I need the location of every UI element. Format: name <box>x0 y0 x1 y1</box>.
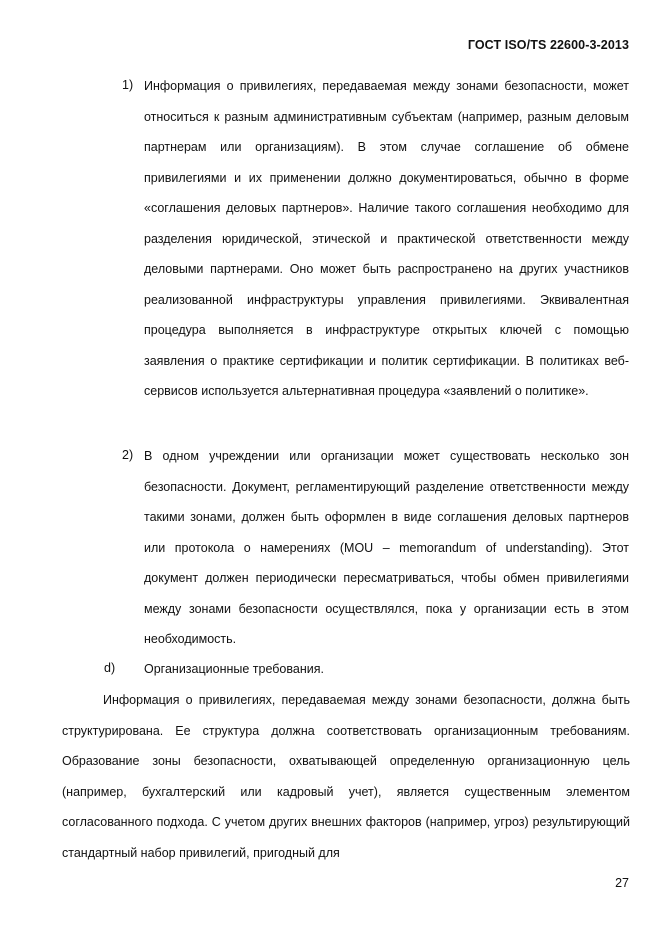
list-item-number-1: 1) <box>122 78 134 92</box>
section-d-number: d) <box>104 661 116 675</box>
body-paragraph: Информация о привилегиях, передаваемая между зонами безопасности, должна быть структурирована. Ее структура должна соответствовать организационным требованиям. Образование зоны безопасности, охватывающей определенную организационную цель (например, бухгалтерский или кадровый учет), является существенным элементом согласованного подхода. С учетом других внешних факторов (например, угроз) результирующий стандартный набор привилегий, пригодный для <box>62 693 630 860</box>
list-item-number-2: 2) <box>122 448 134 462</box>
standard-id-header: ГОСТ ISO/TS 22600-3-2013 <box>467 38 629 52</box>
list-item-text-1: Информация о привилегиях, передаваемая между зонами безопасности, может относиться к разным административным субъектам (например, разным деловым партнерам или организациям). В этом случае соглашение об обмене привилегиями и их применении должно документироваться, обычно в форме «соглашения деловых партнеров». Наличие такого соглашения необходимо для разделения юридической, этической и практической ответственности между деловыми партнерами. Оно может быть распространено на других участников реализованной инфраструктуры управления привилегиями. Эквивалентная процедура выполняется в инфраструктуре открытых ключей с помощью заявления о практике сертификации и политик сертификации. В политиках веб-сервисов используется альтернативная процедура «заявлений о политике». <box>144 79 629 398</box>
page-number: 27 <box>615 876 629 890</box>
list-item-text-2: В одном учреждении или организации может существовать несколько зон безопасности. Документ, регламентирующий разделение ответственности между такими зонами, должен быть оформлен в виде соглашения деловых партнеров или протокола о намерениях (MOU – memorandum of understanding). Этот документ должен периодически пересматриваться, чтобы обмен привилегиями между зонами безопасности осуществлялся, пока у организации есть в этом необходимость. <box>144 449 629 646</box>
section-d-title: Организационные требования. <box>144 662 324 676</box>
